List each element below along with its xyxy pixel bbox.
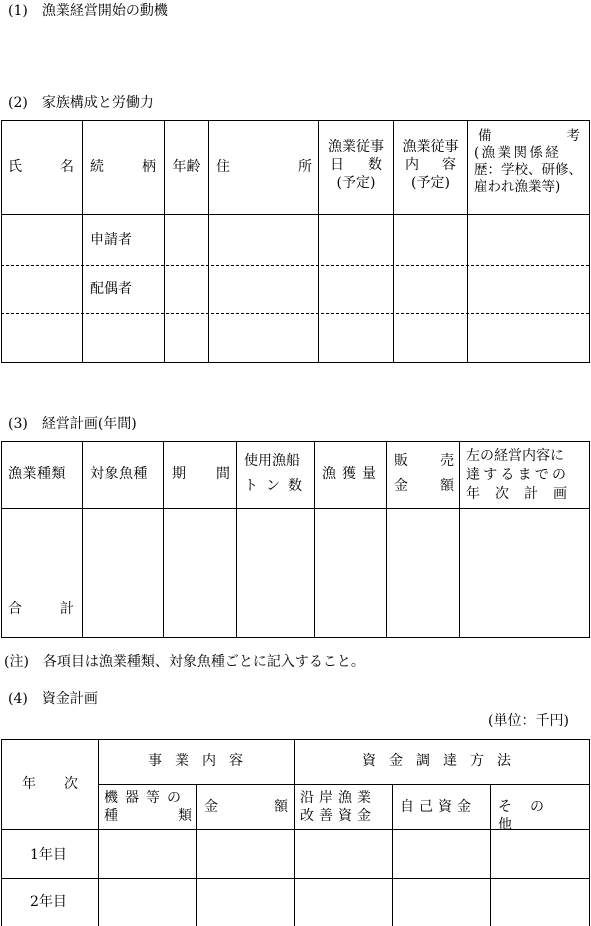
total-label: 合 計 (8, 601, 74, 617)
header-work-content: 漁業従事 内 容 (予定) (402, 139, 459, 191)
header-sales-amount: 販 売 金 額 (394, 453, 454, 494)
header-name: 氏 名 (8, 159, 74, 175)
row-spouse: 配偶者 (90, 281, 132, 297)
header-own-funds: 自己資金 (400, 799, 476, 815)
section2-heading: (2) 家族構成と労働力 (8, 95, 154, 111)
header-equipment-type: 機器等の 種 類 (104, 790, 192, 824)
row-year-1: 1年目 (30, 847, 67, 863)
header-business-content: 事業内容 (148, 753, 256, 769)
section1-heading: (1) 漁業経営開始の動機 (8, 3, 168, 19)
note-text: (注) 各項目は漁業種類、対象魚種ごとに記入すること。 (4, 654, 365, 670)
header-remarks: 備 考 (漁業関係経 歴：学校、研修、 雇われ漁業等) (474, 128, 582, 195)
header-annual-plan: 左の経営内容に 達するまでの 年次計画 (466, 448, 582, 502)
header-amount: 金 額 (204, 799, 288, 815)
header-work-days: 漁業従事 日 数 (予定) (328, 139, 384, 191)
header-vessel-tonnage: 使用漁船 トン数 (244, 453, 310, 494)
unit-label: (単位：千円) (488, 713, 569, 729)
header-catch: 漁獲量 (322, 466, 382, 482)
row-applicant: 申請者 (90, 232, 132, 248)
header-relation: 続 柄 (90, 159, 156, 175)
section4-heading: (4) 資金計画 (8, 691, 98, 707)
header-period: 期 間 (172, 466, 230, 482)
header-address: 住 所 (216, 159, 312, 175)
header-target-species: 対象魚種 (90, 466, 148, 482)
row-year-2: 2年目 (30, 894, 67, 910)
header-coastal-fund: 沿岸漁業 改善資金 (300, 790, 376, 824)
header-age: 年齢 (172, 159, 201, 175)
section3-heading: (3) 経営計画(年間) (8, 416, 137, 432)
header-other: その他 (498, 799, 562, 833)
header-funding-method: 資金調達方法 (362, 753, 524, 769)
header-year: 年 次 (22, 776, 78, 792)
header-fishery-type: 漁業種類 (8, 466, 66, 482)
